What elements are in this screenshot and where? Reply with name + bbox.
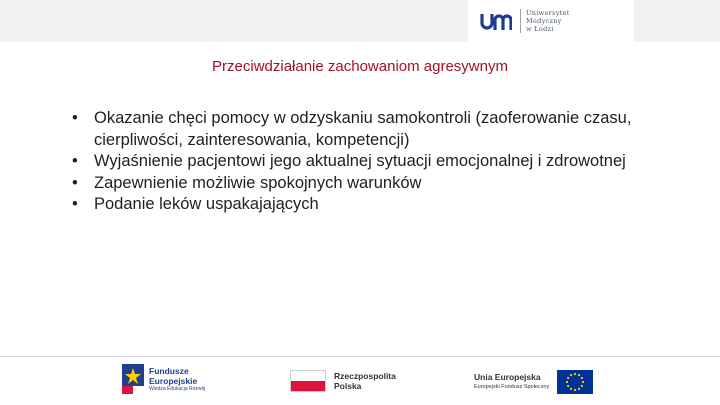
bullet-marker: • — [72, 173, 78, 192]
bullet-text: Podanie leków uspakajających — [94, 195, 319, 213]
rp-line-1: Rzeczpospolita — [334, 371, 396, 381]
logo-line-3: w Łodzi — [526, 25, 554, 33]
fe-star-icon — [122, 364, 144, 394]
logo-line-1: Uniwersytet — [526, 9, 570, 17]
list-item — [72, 194, 672, 216]
fe-logo-text — [149, 366, 205, 393]
eu-flag-icon — [557, 370, 593, 394]
logo-line-2: Medyczny — [526, 17, 562, 25]
footer-divider — [0, 356, 720, 357]
bullet-marker: • — [72, 109, 78, 127]
fe-line-2: Europejskie — [149, 375, 198, 386]
bullet-marker: • — [72, 152, 78, 170]
bullet-marker: • — [72, 195, 78, 213]
slide-title: Przeciwdziałanie zachowaniom agresywnym — [212, 58, 508, 75]
ue-logo-text — [474, 372, 549, 392]
polish-flag-icon — [290, 370, 326, 392]
bullet-text: Wyjaśnienie pacjentowi jego aktualnej sytuacji emocjonalnej i zdrowotnej — [94, 152, 626, 170]
list-item — [72, 108, 672, 151]
bullet-text: Zapewnienie możliwie spokojnych warunków — [94, 173, 422, 192]
list-item — [72, 151, 672, 173]
ue-line-1: Unia Europejska — [474, 372, 541, 382]
list-item — [72, 173, 672, 195]
university-logo-text — [520, 9, 570, 33]
unia-europejska-logo — [474, 370, 593, 394]
rp-line-2: Polska — [334, 381, 362, 391]
rzeczpospolita-polska-logo — [290, 370, 396, 392]
ue-line-2: Europejski Fundusz Społeczny — [474, 384, 550, 390]
bullet-list — [72, 108, 672, 216]
rp-logo-text — [334, 371, 396, 391]
um-logo-icon — [480, 10, 512, 32]
fundusze-europejskie-logo — [122, 364, 205, 394]
university-logo — [468, 0, 634, 42]
fe-line-3: Wiedza Edukacja Rozwój — [149, 385, 206, 392]
fe-line-1: Fundusze — [149, 365, 189, 376]
bullet-text: Okazanie chęci pomocy w odzyskaniu samokontroli (zaoferowanie czasu, cierpliwości, zainteresowania, kompetencji) — [94, 109, 632, 149]
